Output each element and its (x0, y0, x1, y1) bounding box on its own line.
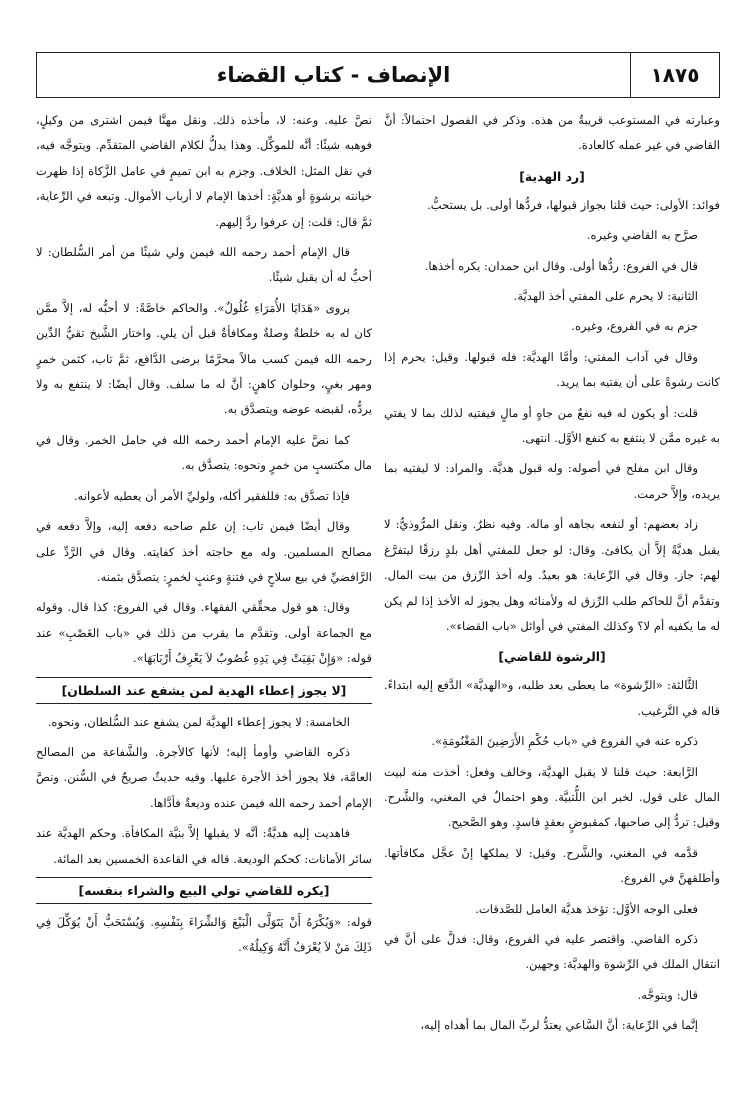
section-heading: [يكره للقاضي تولي البيع والشراء بنفسه] (36, 877, 372, 904)
paragraph: إنَّما في الرِّعاية: أنَّ السَّاعي يعتدُّ لربِّ المال بما أهداه إليه، (420, 1018, 698, 1033)
paragraph: قوله: «وَيُكْرَهُ أَنْ يَتَوَلَّى الْبَيْعَ وَالشِّرَاءَ بِنَفْسِهِ. وَيُسْتَحَبُّ أَنْ يُوَكِّلَ فِي ذَلِكَ مَنْ لاَ يُعْرَفُ أَنَّهُ وَكِيلُهُ». (36, 914, 372, 955)
section-heading: [رد الهدية] (519, 168, 585, 184)
paragraph: فاهديت إليه هديَّةٌ: أنَّه لا يقبلها إلاَّ بنيَّة المكافأة. وحكم الهديَّة عند سائر الأمانات: كحكم الوديعة. قاله في القاعدة الخمسين بعد المائة. (36, 826, 372, 866)
page-header (36, 52, 720, 98)
paragraph: جزم به في الفروع، وغيره. (571, 319, 698, 334)
paragraph: قلت: أو يكون له فيه نفعٌ من جاهٍ أو مالٍ فيفتيه لذلك بما لا يفتي به غيره ممَّن لا ينتفع به كنفع الأوَّل. انتهى. (384, 405, 720, 446)
paragraph: قال في الفروع: ردُّها أولى. وقال ابن حمدان: يكره أخذها. (424, 258, 698, 273)
paragraph: الرَّابعة: حيث قلنا لا يقبل الهديَّة، وخالف وفعل: أخذت منه لبيت المال على قول. لخبر ابن اللُّتبيَّة. وهو احتمالٌ في المغني، والشَّرح. وقيل: تردُّ إلى صاحبها، كمقبوضٍ بعقدٍ فاسدٍ. وهو الصَّحيح. (384, 764, 720, 830)
paragraph: قال: ويتوجَّه. (637, 987, 698, 1002)
paragraph: زاد بعضهم: أو لنفعه بجاهه أو ماله. وفيه نظرٌ. ونقل المرُّوذيُّ: لا يقبل هديَّةً إلاَّ أن يكافئ. وقال: لو جعل للمفتي أهل بلدٍ رزقًا ليتفرَّغ لهم: جاز. وقال في الرِّعاية: هو بعيدٌ. وله أخذ الرِّزق من بيت المال. وتقدَّم أنَّ للحاكم طلب الرِّزق له ولأمنائه وهل يجوز له الأخذ إذا لم يكن له ما يكفيه أم لا؟ وكذلك المفتي في أوائل «باب القضاء». (384, 517, 720, 633)
paragraph: فإذا تصدَّق به: فللفقير أكله، ولوليِّ الأمر أن يعطيه لأعوانه. (73, 488, 350, 503)
paragraph: قال الإمام أحمد رحمه الله فيمن ولي شيئًا من أمر السُّلطان: لا أحبُّ له أن يقبل شيئًا. (36, 245, 372, 285)
paragraph: ذكره القاضي. واقتصر عليه في الفروع، وقال: فدلَّ على أنَّ في انتقال الملك في الرِّشوة والهديَّة: وجهين. (384, 931, 720, 972)
paragraph: الثانية: لا يحرم على المفتي أخذ الهديَّة. (513, 289, 698, 304)
paragraph: وعبارته في المستوعب قريبةٌ من هذه. وذكر في الفصول احتمالاً: أنَّ القاضي في غير عمله كالعادة. (384, 113, 720, 153)
page-number: ١٨٧٥ (630, 53, 719, 97)
paragraph: الخامسة: لا يجوز إعطاء الهديَّة لمن يشفع عند السُّلطان، ونحوه. (47, 714, 350, 729)
paragraph: الثَّالثة: «الرِّشوة» ما يعطى بعد طلبه، و«الهديَّة» الدَّفع إليه ابتداءً. قاله في التَّرغيب. (384, 678, 720, 718)
paragraph: قدَّمه في المغني، والشَّرح. وقيل: لا يملكها إنْ عجَّل مكافأتها. وأطلقهنَّ في الفروع. (384, 845, 720, 886)
paragraph: وقال أيضًا فيمن تاب: إن علم صاحبه دفعه إليه، وإلاَّ دفعه في مصالح المسلمين. وله مع حاجته أخذ كفايته. وقال في الرَّدِّ على الرَّافضيِّ في بيع سلاحٍ في فتنةٍ وعنبٍ لخمرٍ: يتصدَّق بثمنه. (36, 519, 372, 584)
running-title: الإنصاف - كتاب القضاء (216, 63, 451, 87)
paragraph: وقال في آداب المفتي: وأمَّا الهديَّة: فله قبولها. وقيل: يحرم إذا كانت رشوةً على أن يفتيه بما يريد. (384, 349, 720, 390)
section-heading: [الرشوة للقاضي] (498, 649, 606, 665)
paragraph: نصَّ عليه. وعنه: لا، مأخذه ذلك. ونقل مهنَّا فيمن اشترى من وكيلٍ، فوهبه شيئًا: أنَّه للموكِّل. وهذا يدلُّ لكلام القاضي المتقدِّم. ويتوجَّه فيه، في نقل المثل: الخلاف. وجزم به ابن تميمٍ في عامل الزَّكاة إذا ظهرت خيانته برشوةٍ أو هديَّةٍ: أخذها الإمام لا أرباب الأموال. وتبعه في الرِّعاية، ثمَّ قال: قلت: إن عرفوا ردَّ إليهم. (36, 113, 372, 229)
paragraph: فوائد: الأولى: حيث قلنا بجواز قبولها، فردُّها أولى. بل يستحبُّ. (427, 197, 720, 212)
paragraph: ذكره القاضي وأومأ إليه؛ لأنها كالأجرة. والشَّفاعة من المصالح العامَّة، فلا يجوز أخذ الأجرة عليها. وفيه حديثٌ صريحٌ في السُّنن. ونصَّ الإمام أحمد رحمه الله فيمن عنده وديعةٌ فأدَّاها. (36, 744, 372, 810)
section-heading: [لا يجوز إعطاء الهدية لمن يشفع عند السلطان] (36, 677, 372, 704)
paragraph: يروى «هَدَايَا الأُمَرَاءِ غُلُولٌ». والحاكم خاصَّةً: لا أحبُّه له، إلاَّ ممَّن كان له به خلطةٌ وصلةٌ ومكافأةٌ قبل أن يلي. واختار الشَّيخ تقيُّ الدِّين رحمه الله فيمن كسب مالاً محرَّمًا برضى الدَّافع، ثمَّ تاب، كثمن خمرٍ ومهر بغيٍ، وحلوان كاهنٍ: أنَّ له ما سلف. وقال أيضًا: لا ينتفع به ولا يردُّه، لقبضه عوضه ويتصدَّق به. (36, 300, 372, 417)
left-column (36, 108, 372, 1098)
paragraph: كما نصَّ عليه الإمام أحمد رحمه الله في حامل الخمر. وقال في مال مكتسبٍ من خمرٍ ونحوه: يتصدَّق به. (36, 432, 372, 473)
paragraph: ذكره عنه في الفروع في «باب حُكْمِ الأَرَضِينَ المَغْنُومَةِ». (431, 734, 698, 749)
paragraph: وقال ابن مفلح في أصوله: وله قبول هديَّة. والمراد: لا ليفتيه بما يريده، وإلاَّ حرمت. (384, 461, 720, 501)
right-column (384, 108, 720, 1098)
paragraph: وقال: هو قول محقِّقي الفقهاء. وقال في الفروع: كذا قال. وقوله مع الجماعة أولى. وتقدَّم ما يقرب من ذلك في «باب الغَصْبِ» عند قوله: «وَإِنْ بَقِيَتْ فِي يَدِهِ غُصُوبٌ لاَ يَعْرِفُ أَرْبَابَهَا». (36, 600, 372, 666)
paragraph: فعلى الوجه الأوَّل: تؤخذ هديَّة العامل للصَّدقات. (475, 901, 698, 916)
paragraph: صرَّح به القاضي وغيره. (586, 228, 698, 243)
